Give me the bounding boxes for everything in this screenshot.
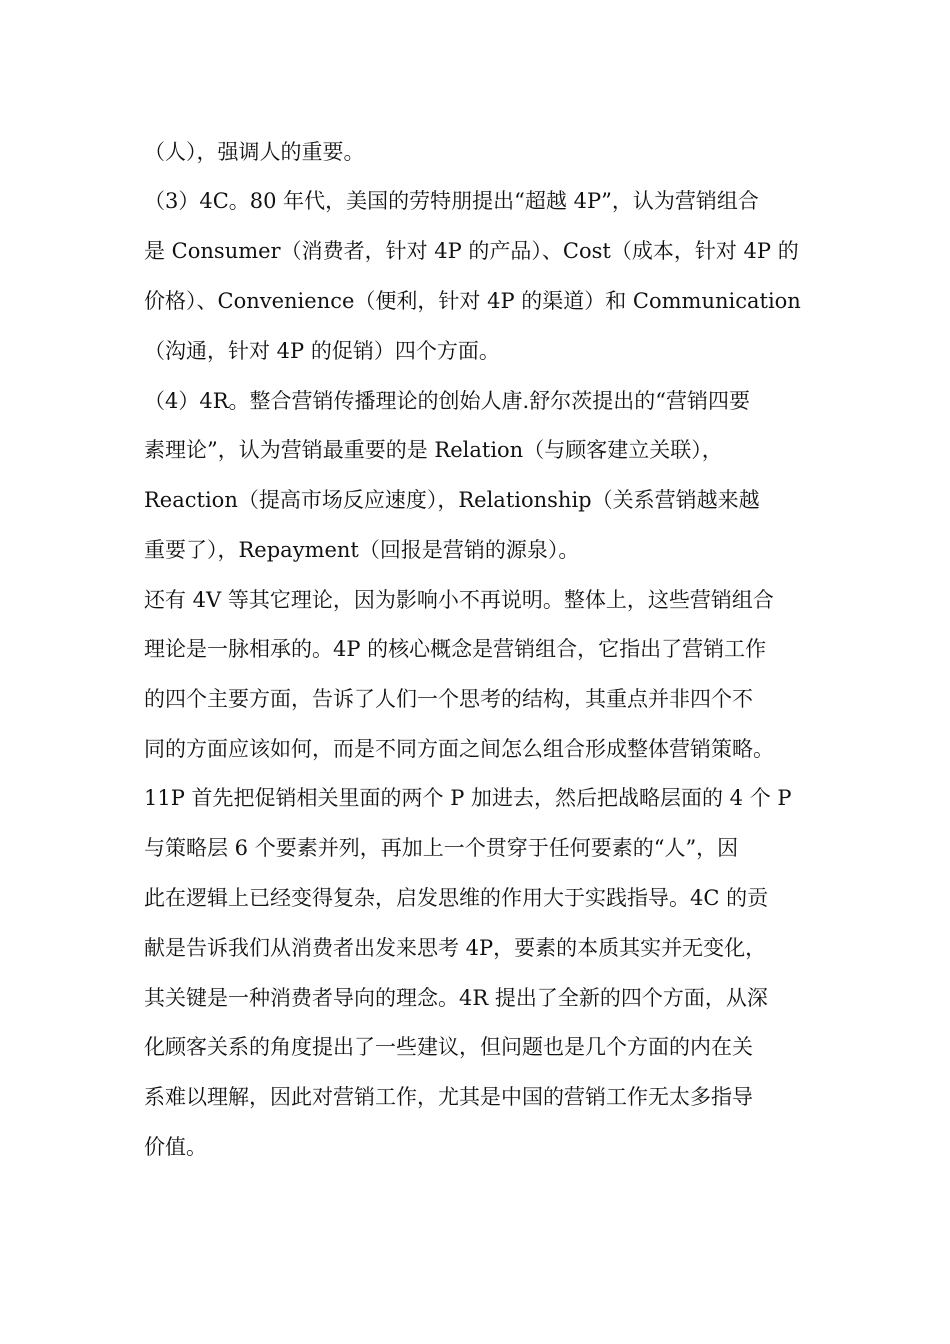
text-line: 价值。 <box>144 1135 207 1159</box>
text-line: 化顾客关系的角度提出了一些建议，但问题也是几个方面的内在关 <box>144 1035 753 1059</box>
text-line: 其关键是一种消费者导向的理念。4R 提出了全新的四个方面，从深 <box>144 986 768 1010</box>
text-line: 与策略层 6 个要素并列，再加上一个贯穿于任何要素的“人”，因 <box>144 836 739 860</box>
text-line: Reaction（提高市场反应速度），Relationship（关系营销越来越 <box>144 488 760 512</box>
text-line: （4）4R。整合营销传播理论的创始人唐.舒尔茨提出的“营销四要 <box>144 389 750 413</box>
text-line: （3）4C。80 年代，美国的劳特朋提出“超越 4P”，认为营销组合 <box>144 189 759 213</box>
text-line: 11P 首先把促销相关里面的两个 P 加进去，然后把战略层面的 4 个 P <box>144 786 792 810</box>
text-line: 素理论”，认为营销最重要的是 Relation（与顾客建立关联）， <box>144 438 723 462</box>
text-line: 系难以理解，因此对营销工作，尤其是中国的营销工作无太多指导 <box>144 1085 753 1109</box>
text-line: 还有 4V 等其它理论，因为影响小不再说明。整体上，这些营销组合 <box>144 588 774 612</box>
text-line: 的四个主要方面，告诉了人们一个思考的结构，其重点并非四个不 <box>144 687 753 711</box>
text-line: 此在逻辑上已经变得复杂，启发思维的作用大于实践指导。4C 的贡 <box>144 886 769 910</box>
text-line: （人），强调人的重要。 <box>144 140 365 164</box>
text-line: 同的方面应该如何，而是不同方面之间怎么组合形成整体营销策略。 <box>144 737 774 761</box>
text-line: （沟通，针对 4P 的促销）四个方面。 <box>144 339 500 363</box>
text-line: 献是告诉我们从消费者出发来思考 4P，要素的本质其实并无变化， <box>144 936 767 960</box>
text-line: 重要了），Repayment（回报是营销的源泉）。 <box>144 538 580 562</box>
text-line: 理论是一脉相承的。4P 的核心概念是营销组合，它指出了营销工作 <box>144 637 767 661</box>
text-line: 价格）、Convenience（便利，针对 4P 的渠道）和 Communication <box>144 289 801 313</box>
text-line: 是 Consumer（消费者，针对 4P 的产品）、Cost（成本，针对 4P 的 <box>144 239 799 263</box>
